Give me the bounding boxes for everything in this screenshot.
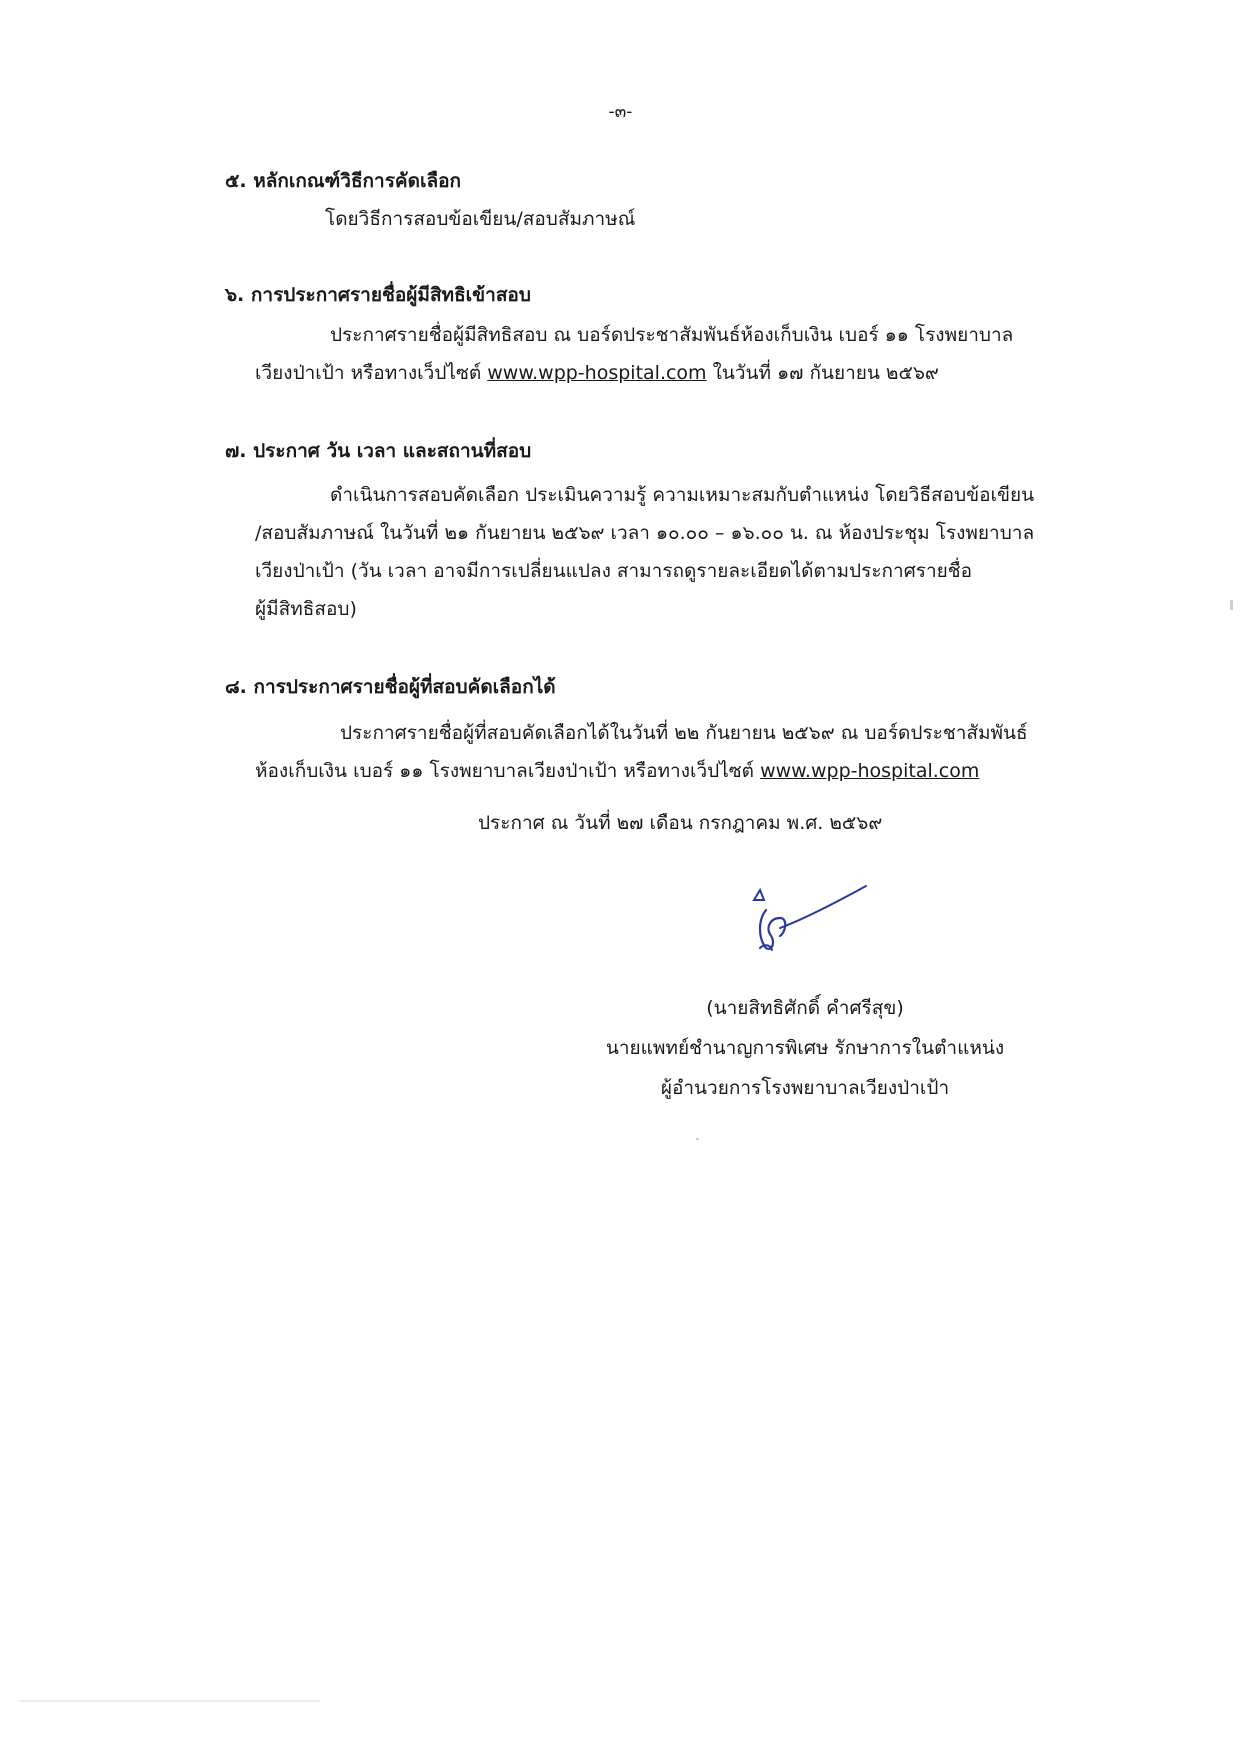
section-7-line-1: ดำเนินการสอบคัดเลือก ประเมินความรู้ ความเหมาะสมกับตำแหน่ง โดยวิธีสอบข้อเขียน bbox=[330, 484, 1035, 506]
section-6-line-2-text: เวียงป่าเป้า หรือทางเว็ปไซต์ bbox=[255, 362, 488, 384]
section-6-line-2-date: ในวันที่ ๑๗ กันยายน ๒๕๖๙ bbox=[706, 362, 939, 384]
scan-speck bbox=[1230, 600, 1233, 610]
page-number: -๓- bbox=[608, 102, 633, 122]
section-7-line-2: /สอบสัมภาษณ์ ในวันที่ ๒๑ กันยายน ๒๕๖๙ เวลา ๑๐.๐๐ – ๑๖.๐๐ น. ณ ห้องประชุม โรงพยาบาล bbox=[255, 522, 1035, 544]
section-5-heading: ๕. หลักเกณฑ์วิธีการคัดเลือก bbox=[225, 170, 462, 192]
section-8-line-2-text: ห้องเก็บเงิน เบอร์ ๑๑ โรงพยาบาลเวียงป่าเป้า หรือทางเว็ปไซต์ bbox=[255, 760, 761, 782]
section-8-line-1: ประกาศรายชื่อผู้ที่สอบคัดเลือกได้ในวันที่ ๒๒ กันยายน ๒๕๖๙ ณ บอร์ดประชาสัมพันธ์ bbox=[340, 722, 1028, 744]
announcement-date: ประกาศ ณ วันที่ ๒๗ เดือน กรกฎาคม พ.ศ. ๒๕๖๙ bbox=[478, 812, 883, 834]
section-5-line: โดยวิธีการสอบข้อเขียน/สอบสัมภาษณ์ bbox=[325, 208, 636, 230]
section-8-line-2 bbox=[255, 756, 979, 786]
signatory-position: นายแพทย์ชำนาญการพิเศษ รักษาการในตำแหน่ง bbox=[605, 1037, 1005, 1059]
section-7-line-3: เวียงป่าเป้า (วัน เวลา อาจมีการเปลี่ยนแปลง สามารถดูรายละเอียดได้ตามประกาศรายชื่อ bbox=[255, 560, 973, 582]
signatory-title: ผู้อำนวยการโรงพยาบาลเวียงป่าเป้า bbox=[660, 1077, 950, 1099]
signatory-name: (นายสิทธิศักดิ์ คำศรีสุข) bbox=[706, 997, 904, 1019]
website-link[interactable]: www.wpp-hospital.com bbox=[760, 760, 980, 782]
scan-speck bbox=[696, 1138, 699, 1140]
handwritten-signature bbox=[736, 878, 876, 968]
section-6-heading: ๖. การประกาศรายชื่อผู้มีสิทธิเข้าสอบ bbox=[225, 284, 531, 306]
section-6-line-2 bbox=[255, 358, 939, 388]
section-7-line-4: ผู้มีสิทธิสอบ) bbox=[255, 598, 357, 620]
scan-speck bbox=[20, 1700, 320, 1702]
section-6-line-1: ประกาศรายชื่อผู้มีสิทธิสอบ ณ บอร์ดประชาสัมพันธ์ห้องเก็บเงิน เบอร์ ๑๑ โรงพยาบาล bbox=[330, 324, 1014, 346]
website-link[interactable]: www.wpp-hospital.com bbox=[487, 362, 707, 384]
section-8-heading: ๘. การประกาศรายชื่อผู้ที่สอบคัดเลือกได้ bbox=[225, 676, 556, 698]
section-7-heading: ๗. ประกาศ วัน เวลา และสถานที่สอบ bbox=[225, 440, 532, 462]
